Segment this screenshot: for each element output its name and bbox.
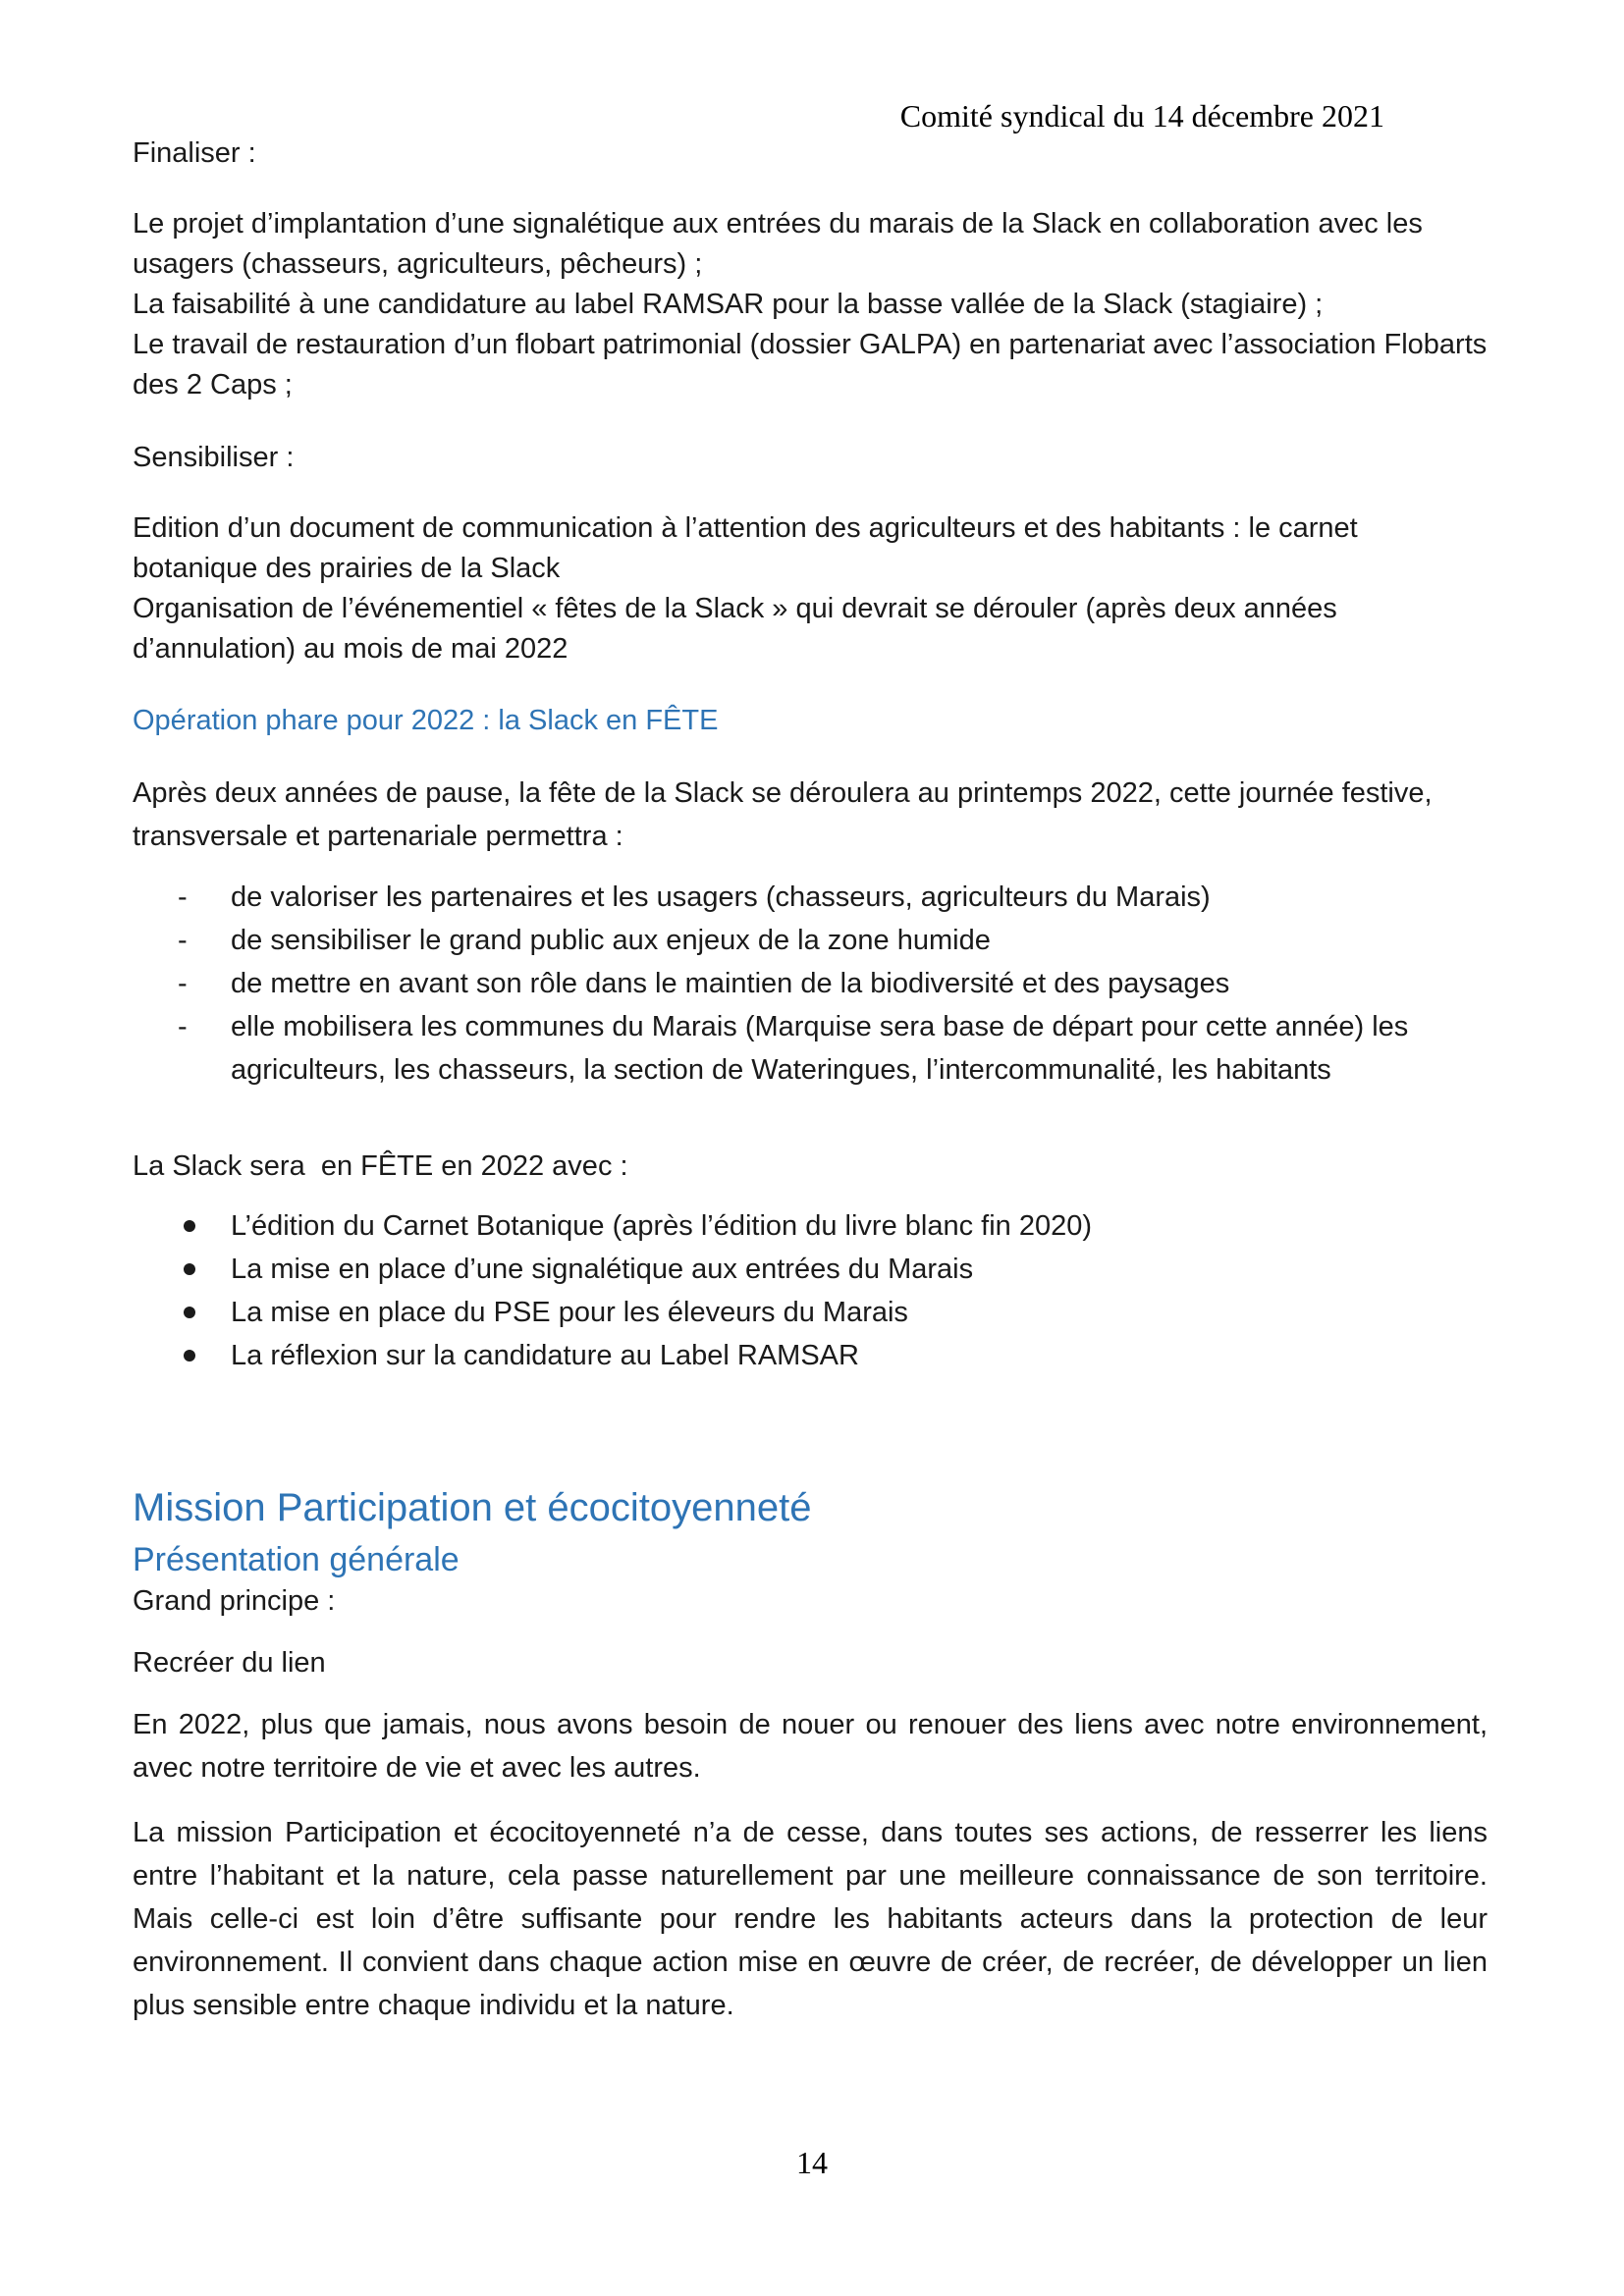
list-item-text: elle mobilisera les communes du Marais (Marquise sera base de départ pour cette année) les agriculteurs, les chasseurs, la section de Wateringues, l’intercommunalité, les habitants <box>231 1011 1409 1086</box>
list-item <box>133 1005 1488 1092</box>
finaliser-line: Le projet d’implantation d’une signalétique aux entrées du marais de la Slack en collaboration avec les usagers (chasseurs, agriculteurs, pêcheurs) ; <box>133 208 1423 280</box>
finaliser-heading: Finaliser : <box>133 137 256 169</box>
mission-title: Mission Participation et écocitoyenneté <box>133 1486 812 1529</box>
list-item <box>133 1334 1488 1377</box>
dash-marker: - <box>178 881 188 913</box>
bullet-icon <box>184 1263 195 1275</box>
sensibiliser-line: Organisation de l’événementiel « fêtes de la Slack » qui devrait se dérouler (après deux années d’annulation) au mois de mai 2022 <box>133 593 1337 665</box>
bullet-icon <box>184 1307 195 1318</box>
lien-heading: Recréer du lien <box>133 1647 326 1679</box>
list-item-text: La réflexion sur la candidature au Label RAMSAR <box>231 1340 859 1371</box>
operation-heading: Opération phare pour 2022 : la Slack en FÊTE <box>133 705 719 736</box>
list-item-text: de mettre en avant son rôle dans le maintien de la biodiversité et des paysages <box>231 968 1230 999</box>
bullet-icon <box>184 1350 195 1362</box>
mission-paragraph: En 2022, plus que jamais, nous avons besoin de nouer ou renouer des liens avec notre environnement, avec notre territoire de vie et avec les autres. <box>133 1709 1488 1784</box>
list-item-text: La mise en place d’une signalétique aux entrées du Marais <box>231 1254 974 1285</box>
list-item <box>133 1248 1488 1291</box>
mission-principe: Grand principe : <box>133 1585 336 1617</box>
page-number: 14 <box>796 2145 828 2180</box>
list-item <box>133 919 1488 962</box>
operation-intro: Après deux années de pause, la fête de la Slack se déroulera au printemps 2022, cette journée festive, transversale et partenariale permettra : <box>133 777 1433 852</box>
dash-list <box>133 876 1488 1092</box>
dash-marker: - <box>178 925 188 956</box>
mission-subtitle: Présentation générale <box>133 1541 460 1578</box>
bullet-icon <box>184 1220 195 1232</box>
dash-marker: - <box>178 1011 188 1042</box>
avec-line: La Slack sera en FÊTE en 2022 avec : <box>133 1150 628 1182</box>
list-item <box>133 962 1488 1005</box>
page-header: Comité syndical du 14 décembre 2021 <box>899 98 1384 133</box>
list-item <box>133 876 1488 919</box>
page-content <box>133 133 1488 2027</box>
sensibiliser-line: Edition d’un document de communication à l’attention des agriculteurs et des habitants : le carnet botanique des prairies de la Slack <box>133 512 1358 584</box>
list-item <box>133 1204 1488 1248</box>
finaliser-line: La faisabilité à une candidature au label RAMSAR pour la basse vallée de la Slack (stagiaire) ; <box>133 289 1324 320</box>
list-item-text: de sensibiliser le grand public aux enjeux de la zone humide <box>231 925 991 956</box>
finaliser-line: Le travail de restauration d’un flobart patrimonial (dossier GALPA) en partenariat avec l’association Flobarts des 2 Caps ; <box>133 329 1488 400</box>
dash-marker: - <box>178 968 188 999</box>
sensibiliser-heading: Sensibiliser : <box>133 442 295 473</box>
bullet-list <box>133 1204 1488 1377</box>
list-item-text: de valoriser les partenaires et les usagers (chasseurs, agriculteurs du Marais) <box>231 881 1211 913</box>
list-item <box>133 1291 1488 1334</box>
mission-paragraph: La mission Participation et écocitoyenneté n’a de cesse, dans toutes ses actions, de resserrer les liens entre l’habitant et la nature, cela passe naturellement par une meilleure connaissance de son territoire. Mais celle-ci est loin d’être suffisante pour rendre les habitants acteurs dans la protection de leur environnement. Il convient dans chaque action mise en œuvre de créer, de recréer, de développer un lien plus sensible entre chaque individu et la nature. <box>133 1817 1488 2021</box>
list-item-text: La mise en place du PSE pour les éleveurs du Marais <box>231 1297 908 1328</box>
list-item-text: L’édition du Carnet Botanique (après l’édition du livre blanc fin 2020) <box>231 1210 1093 1242</box>
